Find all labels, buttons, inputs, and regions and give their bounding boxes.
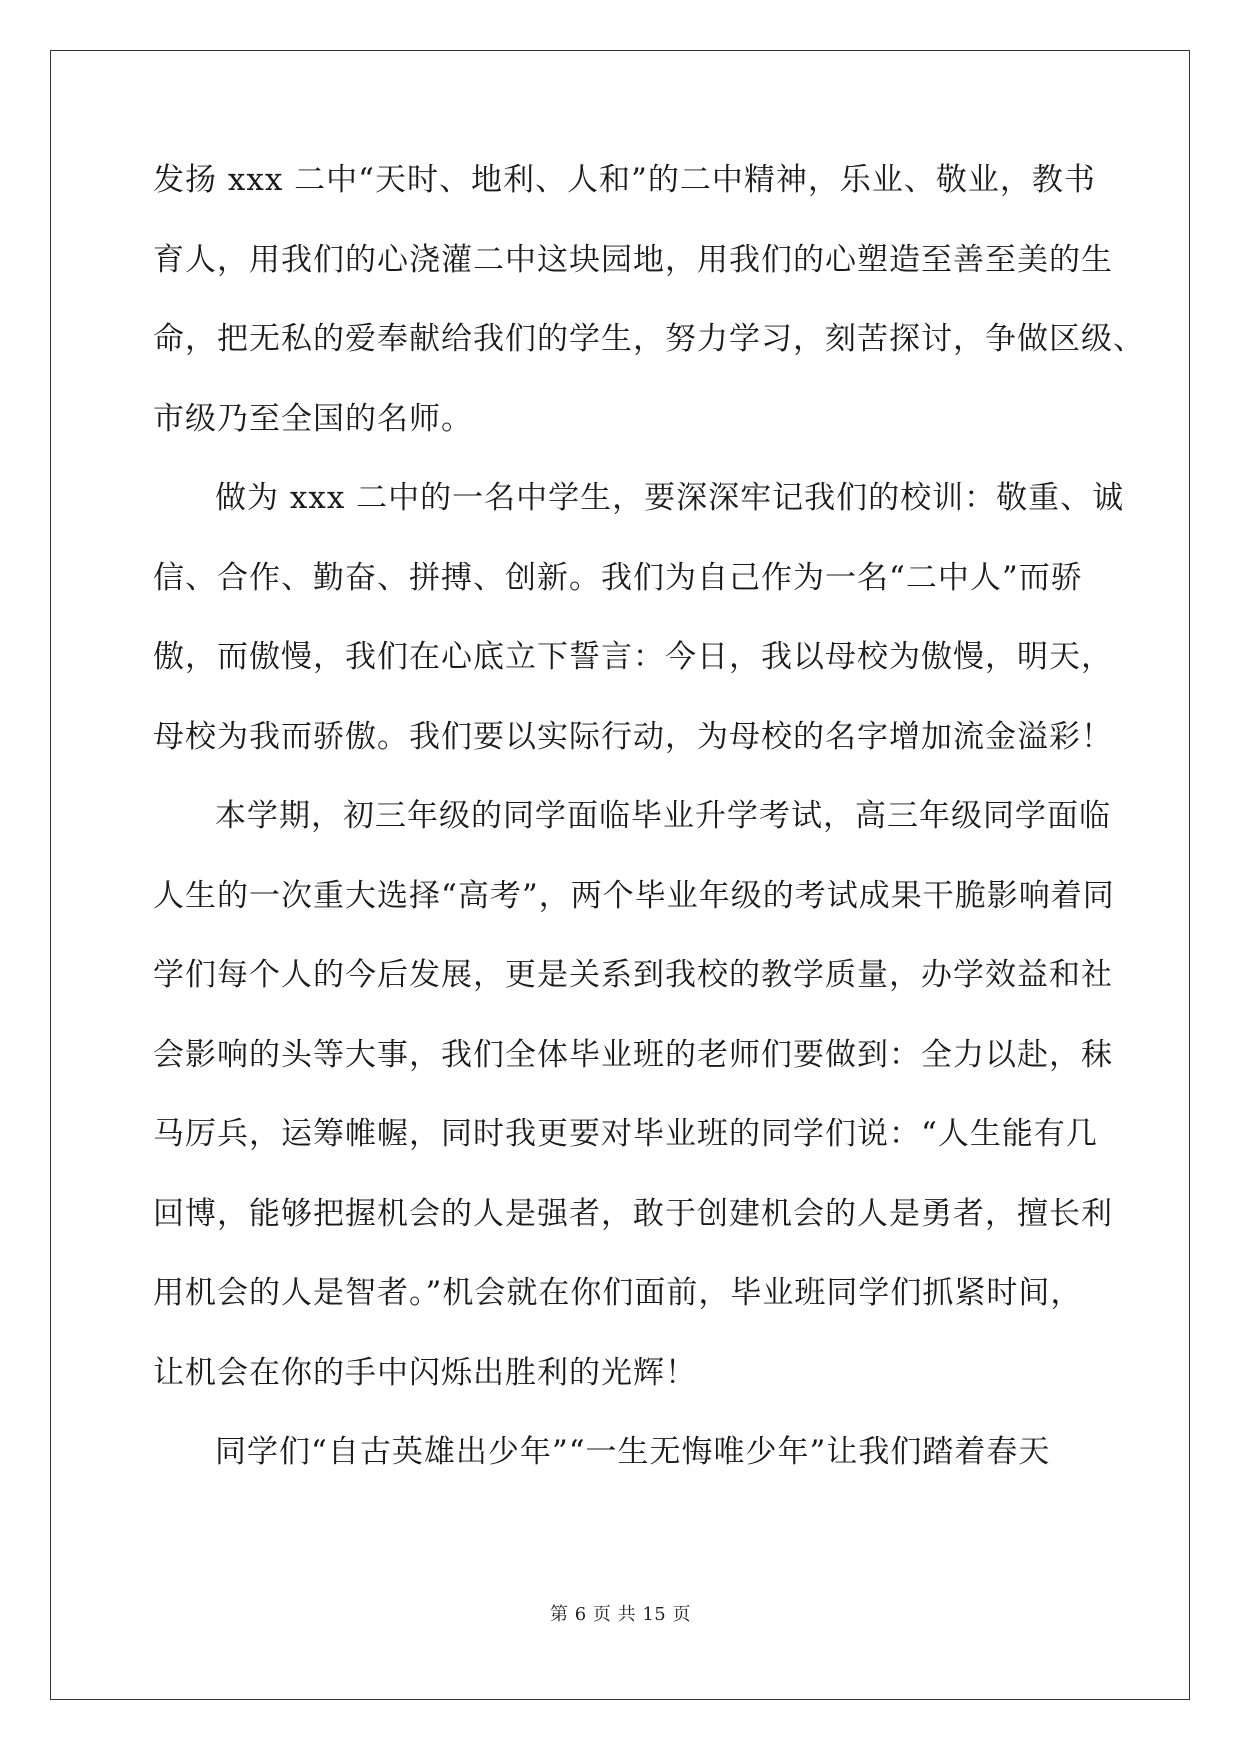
text-line: 马厉兵，运筹帷幄，同时我更要对毕业班的同学们说：“人生能有几 (153, 1116, 1098, 1152)
text-line: 命，把无私的爱奉献给我们的学生，努力学习，刻苦探讨，争做区级、 (153, 321, 1145, 357)
text-line: 信、合作、勤奋、拼搏、创新。我们为自己作为一名“二中人”而骄 (153, 559, 1083, 596)
paragraph-start-line: 同学们“自古英雄出少年”“一生无悔唯少年”让我们踏着春天 (215, 1434, 1051, 1470)
text-line: 母校为我而骄傲。我们要以实际行动，为母校的名字增加流金溢彩！ (153, 718, 1113, 755)
paragraph-start-line: 本学期，初三年级的同学面临毕业升学考试，高三年级同学面临 (215, 798, 1111, 834)
page-number-footer: 第 6 页 共 15 页 (550, 1604, 691, 1625)
text-line: 市级乃至全国的名师。 (153, 400, 473, 437)
text-line: 让机会在你的手中闪烁出胜利的光辉！ (153, 1354, 697, 1391)
text-line: 会影响的头等大事，我们全体毕业班的老师们要做到：全力以赴，秣 (153, 1036, 1113, 1073)
document-body (153, 160, 1145, 1512)
text-line: 发扬 xxx 二中“天时、地利、人和”的二中精神，乐业、敬业，教书 (153, 162, 1096, 198)
text-line: 育人，用我们的心浇灌二中这块园地，用我们的心塑造至善至美的生 (153, 241, 1113, 278)
text-line: 傲，而傲慢，我们在心底立下誓言：今日，我以母校为傲慢，明天， (153, 639, 1113, 675)
text-line: 用机会的人是智者。”机会就在你们面前，毕业班同学们抓紧时间， (153, 1275, 1083, 1311)
text-line: 人生的一次重大选择“高考”，两个毕业年级的考试成果干脆影响着同 (153, 877, 1115, 914)
text-line: 回博，能够把握机会的人是强者，敢于创建机会的人是勇者，擅长利 (153, 1195, 1113, 1232)
paragraph-start-line: 做为 xxx 二中的一名中学生，要深深牢记我们的校训：敬重、诚 (215, 480, 1125, 516)
text-line: 学们每个人的今后发展，更是关系到我校的教学质量，办学效益和社 (153, 957, 1113, 993)
